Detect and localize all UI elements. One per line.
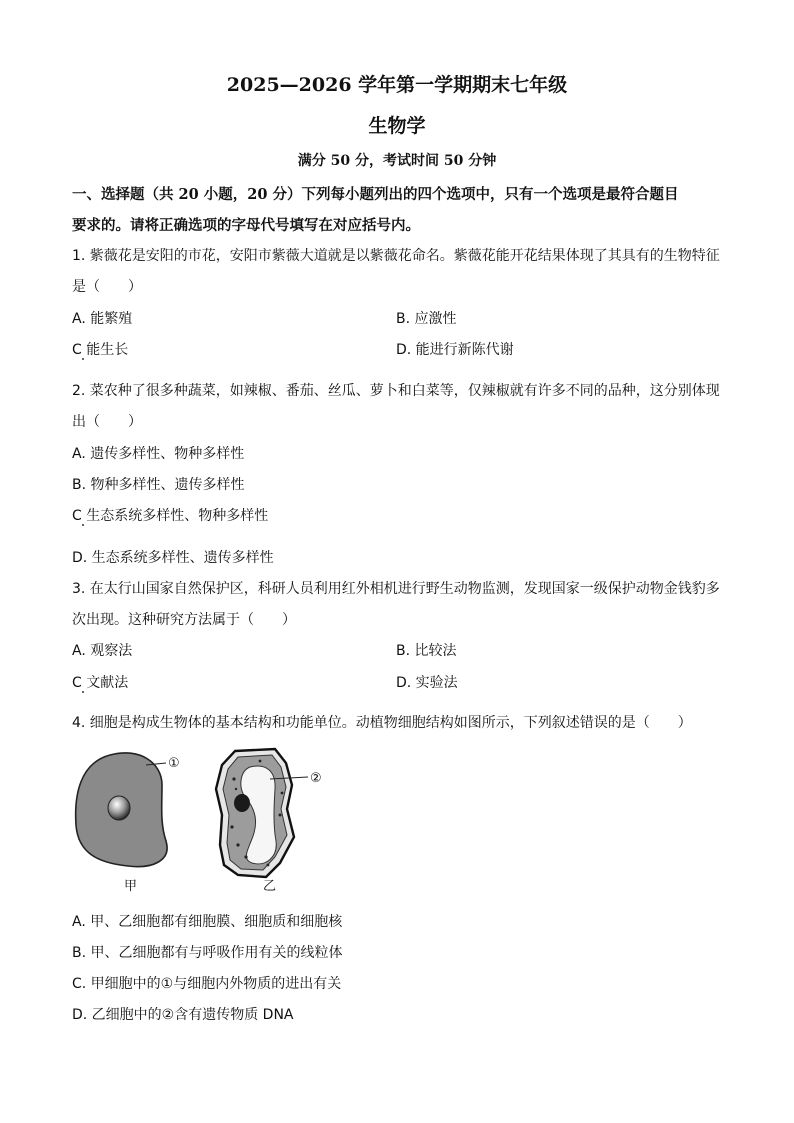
question-4-option-a[interactable]: A. 甲、乙细胞都有细胞膜、细胞质和细胞核	[72, 914, 343, 930]
stray-dot	[82, 691, 84, 693]
section-heading-line1: 一、选择题（共 20 小题，20 分）下列每小题列出的四个选项中，只有一个选项是最符合题目	[72, 186, 679, 203]
question-1-option-d[interactable]: D. 能进行新陈代谢	[396, 342, 514, 358]
question-2-option-b[interactable]: B. 物种多样性、遗传多样性	[72, 477, 245, 493]
question-1-option-b[interactable]: B. 应激性	[396, 311, 457, 327]
caption-jia: 甲	[124, 879, 138, 894]
exam-title: 2025—2026 学年第一学期期末七年级	[226, 74, 568, 96]
question-4-option-b[interactable]: B. 甲、乙细胞都有与呼吸作用有关的线粒体	[72, 945, 343, 961]
question-3-option-b[interactable]: B. 比较法	[396, 643, 457, 659]
label-2: ②	[310, 771, 322, 786]
question-2-stem-cont: 出（ ）	[72, 414, 142, 430]
question-1-option-a[interactable]: A. 能繁殖	[72, 311, 133, 327]
question-3-option-c[interactable]: C 文献法	[72, 675, 129, 691]
question-3-stem-cont: 次出现。这种研究方法属于（ ）	[72, 612, 296, 628]
question-1-option-c[interactable]: C 能生长	[72, 342, 129, 358]
question-2-option-a[interactable]: A. 遗传多样性、物种多样性	[72, 446, 245, 462]
stray-dot	[82, 524, 84, 526]
stray-dot	[82, 358, 84, 360]
question-1-stem: 1. 紫薇花是安阳的市花，安阳市紫薇大道就是以紫薇花命名。紫薇花能开花结果体现了其具有的生物特征	[72, 248, 720, 264]
question-3-option-a[interactable]: A. 观察法	[72, 643, 133, 659]
question-4-option-c[interactable]: C. 甲细胞中的①与细胞内外物质的进出有关	[72, 976, 342, 992]
cell-diagram	[70, 745, 340, 895]
question-4-option-d[interactable]: D. 乙细胞中的②含有遗传物质 DNA	[72, 1007, 294, 1023]
question-4-stem: 4. 细胞是构成生物体的基本结构和功能单位。动植物细胞结构如图所示，下列叙述错误的是（ ）	[72, 715, 692, 731]
animal-nucleus	[108, 796, 130, 820]
section-heading-line2: 要求的。请将正确选项的字母代号填写在对应括号内。	[72, 217, 420, 234]
plant-nucleus	[234, 794, 250, 812]
question-3-option-d[interactable]: D. 实验法	[396, 675, 458, 691]
question-2-option-d[interactable]: D. 生态系统多样性、遗传多样性	[72, 550, 274, 566]
question-3-stem: 3. 在太行山国家自然保护区，科研人员利用红外相机进行野生动物监测，发现国家一级保护动物金钱豹多	[72, 581, 720, 597]
label-1: ①	[168, 756, 180, 771]
subject-title: 生物学	[368, 115, 426, 137]
question-2-stem: 2. 菜农种了很多种蔬菜，如辣椒、番茄、丝瓜、萝卜和白菜等，仅辣椒就有许多不同的品种，这分别体现	[72, 383, 720, 399]
question-1-stem-cont: 是（ ）	[72, 279, 142, 295]
caption-yi: 乙	[263, 879, 277, 894]
question-2-option-c[interactable]: C 生态系统多样性、物种多样性	[72, 508, 269, 524]
exam-info: 满分 50 分，考试时间 50 分钟	[297, 153, 497, 169]
